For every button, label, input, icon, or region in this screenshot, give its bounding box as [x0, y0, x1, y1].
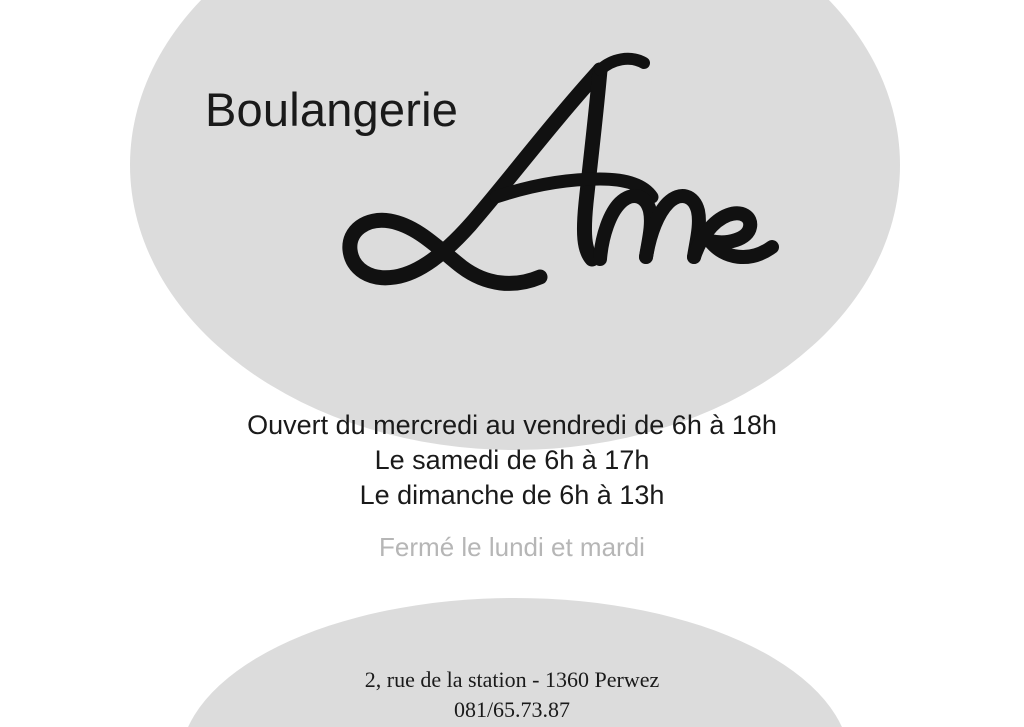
opening-hours	[0, 408, 1024, 513]
logo-script-anne	[300, 45, 820, 295]
logo-word-boulangerie: Boulangerie	[205, 83, 459, 136]
hours-line-saturday: Le samedi de 6h à 17h	[374, 445, 650, 475]
closed-days-note: Fermé le lundi et mardi	[379, 532, 645, 562]
contact-info	[0, 665, 1024, 725]
hours-line-sunday: Le dimanche de 6h à 13h	[359, 480, 665, 510]
hours-line-weekdays: Ouvert du mercredi au vendredi de 6h à 18h	[247, 410, 777, 440]
street-address: 2, rue de la station - 1360 Perwez	[364, 667, 660, 692]
logo	[0, 0, 1024, 330]
phone-number: 081/65.73.87	[453, 697, 571, 722]
